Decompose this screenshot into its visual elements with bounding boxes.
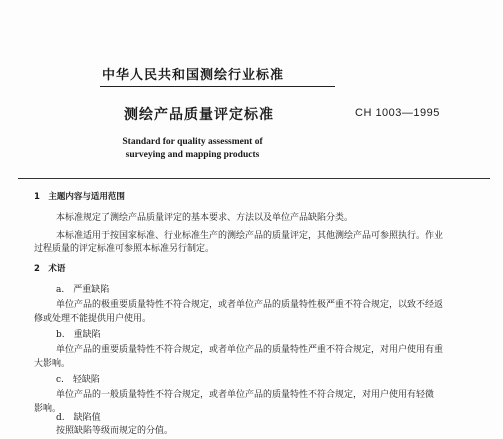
section-1-paragraph-2-line-2: 过程质量的评定标准可参照本标准另行制定。 (34, 244, 215, 254)
section-2-heading: 2 术语 (34, 264, 66, 274)
english-title-line-1: Standard for quality assessment of (122, 137, 263, 147)
term-c-line-2: 影响。 (34, 404, 62, 414)
term-a-label: a. 严重缺陷 (56, 285, 110, 295)
term-d-label: d. 缺陷值 (56, 413, 101, 423)
term-a-line-1: 单位产品的极重要质量特性不符合规定，或者单位产品的质量特性极严重不符合规定，以致不经返 (56, 300, 444, 310)
standard-category-title: 中华人民共和国测绘行业标准 (102, 68, 285, 83)
term-c-line-1: 单位产品的一般质量特性不符合规定，或者单位产品的质量特性不符合规定，对用户使用有轻微 (56, 390, 435, 400)
term-d-line-1: 按照缺陷等级而规定的分值。 (56, 426, 174, 436)
section-1-paragraph-2-line-1: 本标准适用于按国家标准、行业标准生产的测绘产品的质量评定，其他测绘产品可参照执行。作业 (56, 231, 444, 241)
header-divider (100, 86, 335, 87)
section-1-paragraph-1: 本标准规定了测绘产品质量评定的基本要求、方法以及单位产品缺陷分类。 (56, 213, 354, 223)
term-b-line-2: 大影响。 (34, 359, 71, 369)
document-title: 测绘产品质量评定标准 (124, 107, 274, 123)
term-a-line-2: 修或处理不能提供用户使用。 (34, 314, 152, 324)
section-1-heading: 1 主题内容与适用范围 (34, 192, 125, 202)
term-b-label: b. 重缺陷 (56, 330, 101, 340)
term-b-line-1: 单位产品的重要质量特性不符合规定，或者单位产品的质量特性严重不符合规定，对用户使用有重 (56, 345, 444, 355)
standard-code: CH 1003—1995 (355, 107, 440, 119)
term-c-label: c. 轻缺陷 (56, 375, 100, 385)
english-title-line-2: surveying and mapping products (125, 150, 260, 160)
section-divider (18, 178, 490, 179)
